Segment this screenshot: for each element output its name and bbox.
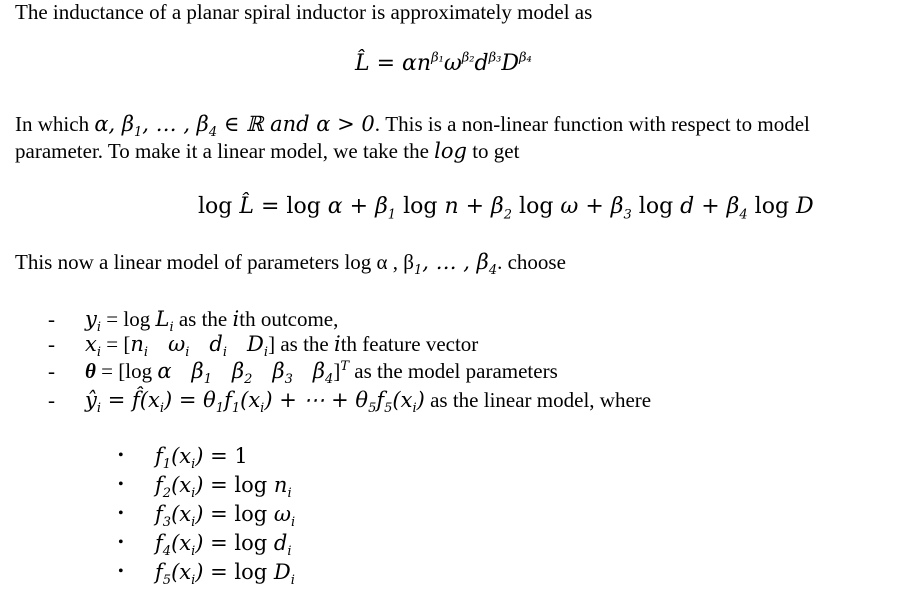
parameter-sentence: In which α, $\beta_1$, … , $\beta_4$ ∈ ℝ and α > 0. This is a non-linear function with respect to model — [15, 112, 810, 141]
intro-text: The inductance of a planar spiral inductor is approximately model as — [15, 0, 593, 24]
equation-model: L̂ = $\alpha n^{\beta_1}\omega^{\beta_2}d^{\beta_3}D^{\beta_4}$ — [355, 50, 532, 76]
equation-log-model: log L̂ = $\log \alpha + \beta_1$ $\log n + \beta_2$ $\log \omega + \beta_3$ $\log d + \beta_4$ log D — [198, 194, 814, 223]
list-item-f1: • $f_1(x_i) = 1$ — [118, 444, 248, 473]
list-item-parameters: - θ = [log α $\beta_1$ $\beta_2$ $\beta_3$ $\beta_4]^T$ as the model parameters — [48, 359, 558, 388]
list-item-feature-vector: - $x_i = [n_i$ $\omega_i$ $d_i$ $D_i$] as the ith feature vector — [48, 332, 479, 361]
list-item-linear-model: - $ŷ_i$ = $f̂(x_i) = \theta_1f_1(x_i)$ + ⋯ + $\theta_5f_5(x_i)$ as the linear model, where — [48, 388, 652, 417]
list-item-outcome: - $y_i = \log L_i$ as the ith outcome, — [48, 307, 339, 336]
log-sentence: parameter. To make it a linear model, we take the log to get — [15, 139, 520, 163]
list-item-f4: • $f_4(x_i) = \log d_i$ — [118, 531, 292, 560]
list-item-f3: • $f_3(x_i) = \log \omega_i$ — [118, 502, 296, 531]
list-item-f5: • $f_5(x_i) = \log D_i$ — [118, 560, 295, 589]
list-item-f2: • $f_2(x_i) = \log n_i$ — [118, 473, 292, 502]
linear-sentence: This now a linear model of parameters log α , $\beta_1$, … , $\beta_4$. choose — [15, 250, 566, 279]
